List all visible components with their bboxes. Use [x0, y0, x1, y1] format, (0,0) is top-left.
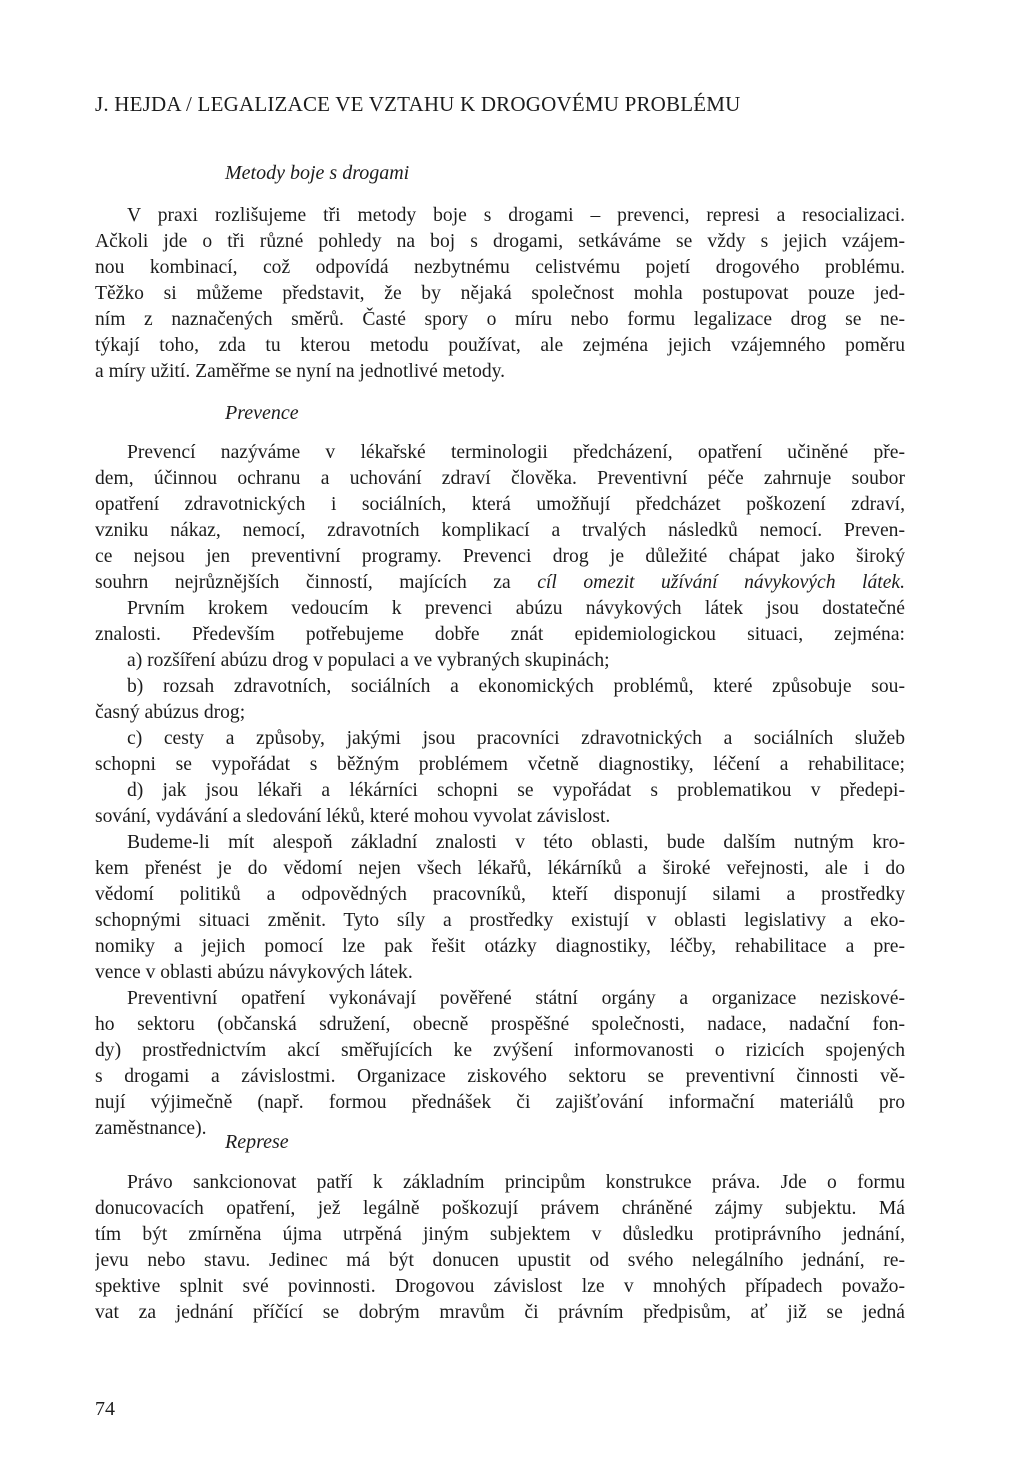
text-line: dem, účinnou ochranu a uchování zdraví člověka. Preventivní péče zahrnuje soubor [95, 468, 905, 489]
text-line: vědomí politiků a odpovědných pracovníků, kteří disponují silami a prostředky [95, 884, 905, 905]
list-item-b: b) rozsah zdravotních, sociálních a ekonomických problémů, které způsobuje sou- [127, 676, 905, 697]
text-line: a míry užití. Zaměřme se nyní na jednotlivé metody. [95, 361, 506, 382]
section-body-metody [95, 203, 905, 385]
text-line: nomiky a jejich pomocí lze pak řešit otázky diagnostiky, léčby, rehabilitace a pre- [95, 936, 905, 957]
text-line: ním z naznačených směrů. Časté spory o míru nebo formu legalizace drog se ne- [95, 309, 905, 330]
text-line: donucovacích opatření, jež legálně poškozují právem chráněné zájmy subjektu. Má [95, 1198, 905, 1219]
text-line: Budeme-li mít alespoň základní znalosti v této oblasti, bude dalším nutným kro- [127, 832, 905, 853]
page-number: 74 [95, 1398, 115, 1420]
list-item-c: c) cesty a způsoby, jakými jsou pracovníci zdravotnických a sociálních služeb [127, 728, 905, 749]
text-line: ce nejsou jen preventivní programy. Prevenci drog je důležité chápat jako široký [95, 546, 905, 567]
text-line: Právo sankcionovat patří k základním principům konstrukce práva. Jde o formu [127, 1172, 905, 1193]
list-item-a: a) rozšíření abúzu drog v populaci a ve vybraných skupinách; [127, 650, 610, 671]
text-line: tím být zmírněna újma utrpěná jiným subjektem v důsledku protiprávního jednání, [95, 1224, 905, 1245]
section-body-prevence [95, 440, 905, 1142]
list-item-d: d) jak jsou lékaři a lékárníci schopni se vypořádat s problematikou v předepi- [127, 780, 905, 801]
text-line: Ačkoli jde o tři různé pohledy na boj s drogami, setkáváme se vždy s jejich vzájem- [95, 231, 905, 252]
section-title-metody: Metody boje s drogami [225, 162, 410, 184]
text-line: Prvním krokem vedoucím k prevenci abúzu návykových látek jsou dostatečné [127, 598, 905, 619]
text-line: vat za jednání příčící se dobrým mravům či právním předpisům, ať již se jedná [95, 1302, 905, 1323]
text-line: opatření zdravotnických i sociálních, která umožňují předcházet poškození zdraví, [95, 494, 905, 515]
text-line: časný abúzus drog; [95, 702, 246, 723]
text-line: ho sektoru (občanská sdružení, obecně prospěšné společnosti, nadace, nadační fon- [95, 1014, 905, 1035]
text-line: V praxi rozlišujeme tři metody boje s drogami – prevenci, represi a resocializaci. [127, 205, 905, 226]
text-line: Preventivní opatření vykonávají pověřené státní orgány a organizace neziskové- [127, 988, 905, 1009]
text-line: nou kombinací, což odpovídá nezbytnému celistvému pojetí drogového problému. [95, 257, 905, 278]
text-line [95, 570, 905, 596]
text-line: nují výjimečně (např. formou přednášek či zajišťování informační materiálů pro [95, 1092, 905, 1113]
section-title-prevence: Prevence [225, 402, 299, 424]
text-line: spektive splnit své povinnosti. Drogovou závislost lze v mnohých případech považo- [95, 1276, 905, 1297]
text-line: znalosti. Především potřebujeme dobře znát epidemiologickou situaci, zejména: [95, 624, 905, 645]
text-line: vzniku nákaz, nemocí, zdravotních komplikací a trvalých následků nemocí. Preven- [95, 520, 905, 541]
text-line: dy) prostřednictvím akcí směřujících ke zvýšení informovanosti o rizicích spojených [95, 1040, 905, 1061]
text-line: sování, vydávání a sledování léků, které mohou vyvolat závislost. [95, 806, 611, 827]
text-line: týkají toho, zda tu kterou metodu používat, ale zejména jejich vzájemného poměru [95, 335, 905, 356]
text-line: Prevencí nazýváme v lékařské terminologii předcházení, opatření učiněné pře- [127, 442, 905, 463]
text-line: kem přenést je do vědomí nejen všech lékařů, lékárníků a široké veřejnosti, ale i do [95, 858, 905, 879]
running-header: J. HEJDA / LEGALIZACE VE VZTAHU K DROGOVÉMU PROBLÉMU [95, 92, 741, 116]
text-line: Těžko si můžeme představit, že by nějaká společnost mohla postupovat pouze jed- [95, 283, 905, 304]
italic-emphasis: cíl omezit užívání návykových látek. [537, 572, 905, 593]
text-line: schopnými situaci změnit. Tyto síly a prostředky existují v oblasti legislativy a eko- [95, 910, 905, 931]
text-line: jevu nebo stavu. Jedinec má být donucen upustit od svého nelegálního jednání, re- [95, 1250, 905, 1271]
text-line: zaměstnance). [95, 1118, 207, 1139]
text-span: souhrn nejrůznějších činností, majících za [95, 572, 538, 593]
text-line: schopni se vypořádat s běžným problémem včetně diagnostiky, léčení a rehabilitace; [95, 754, 905, 775]
text-line: vence v oblasti abúzu návykových látek. [95, 962, 413, 983]
section-body-represe [95, 1170, 905, 1326]
text-line: s drogami a závislostmi. Organizace ziskového sektoru se preventivní činnosti vě- [95, 1066, 905, 1087]
section-title-represe: Represe [225, 1131, 289, 1153]
